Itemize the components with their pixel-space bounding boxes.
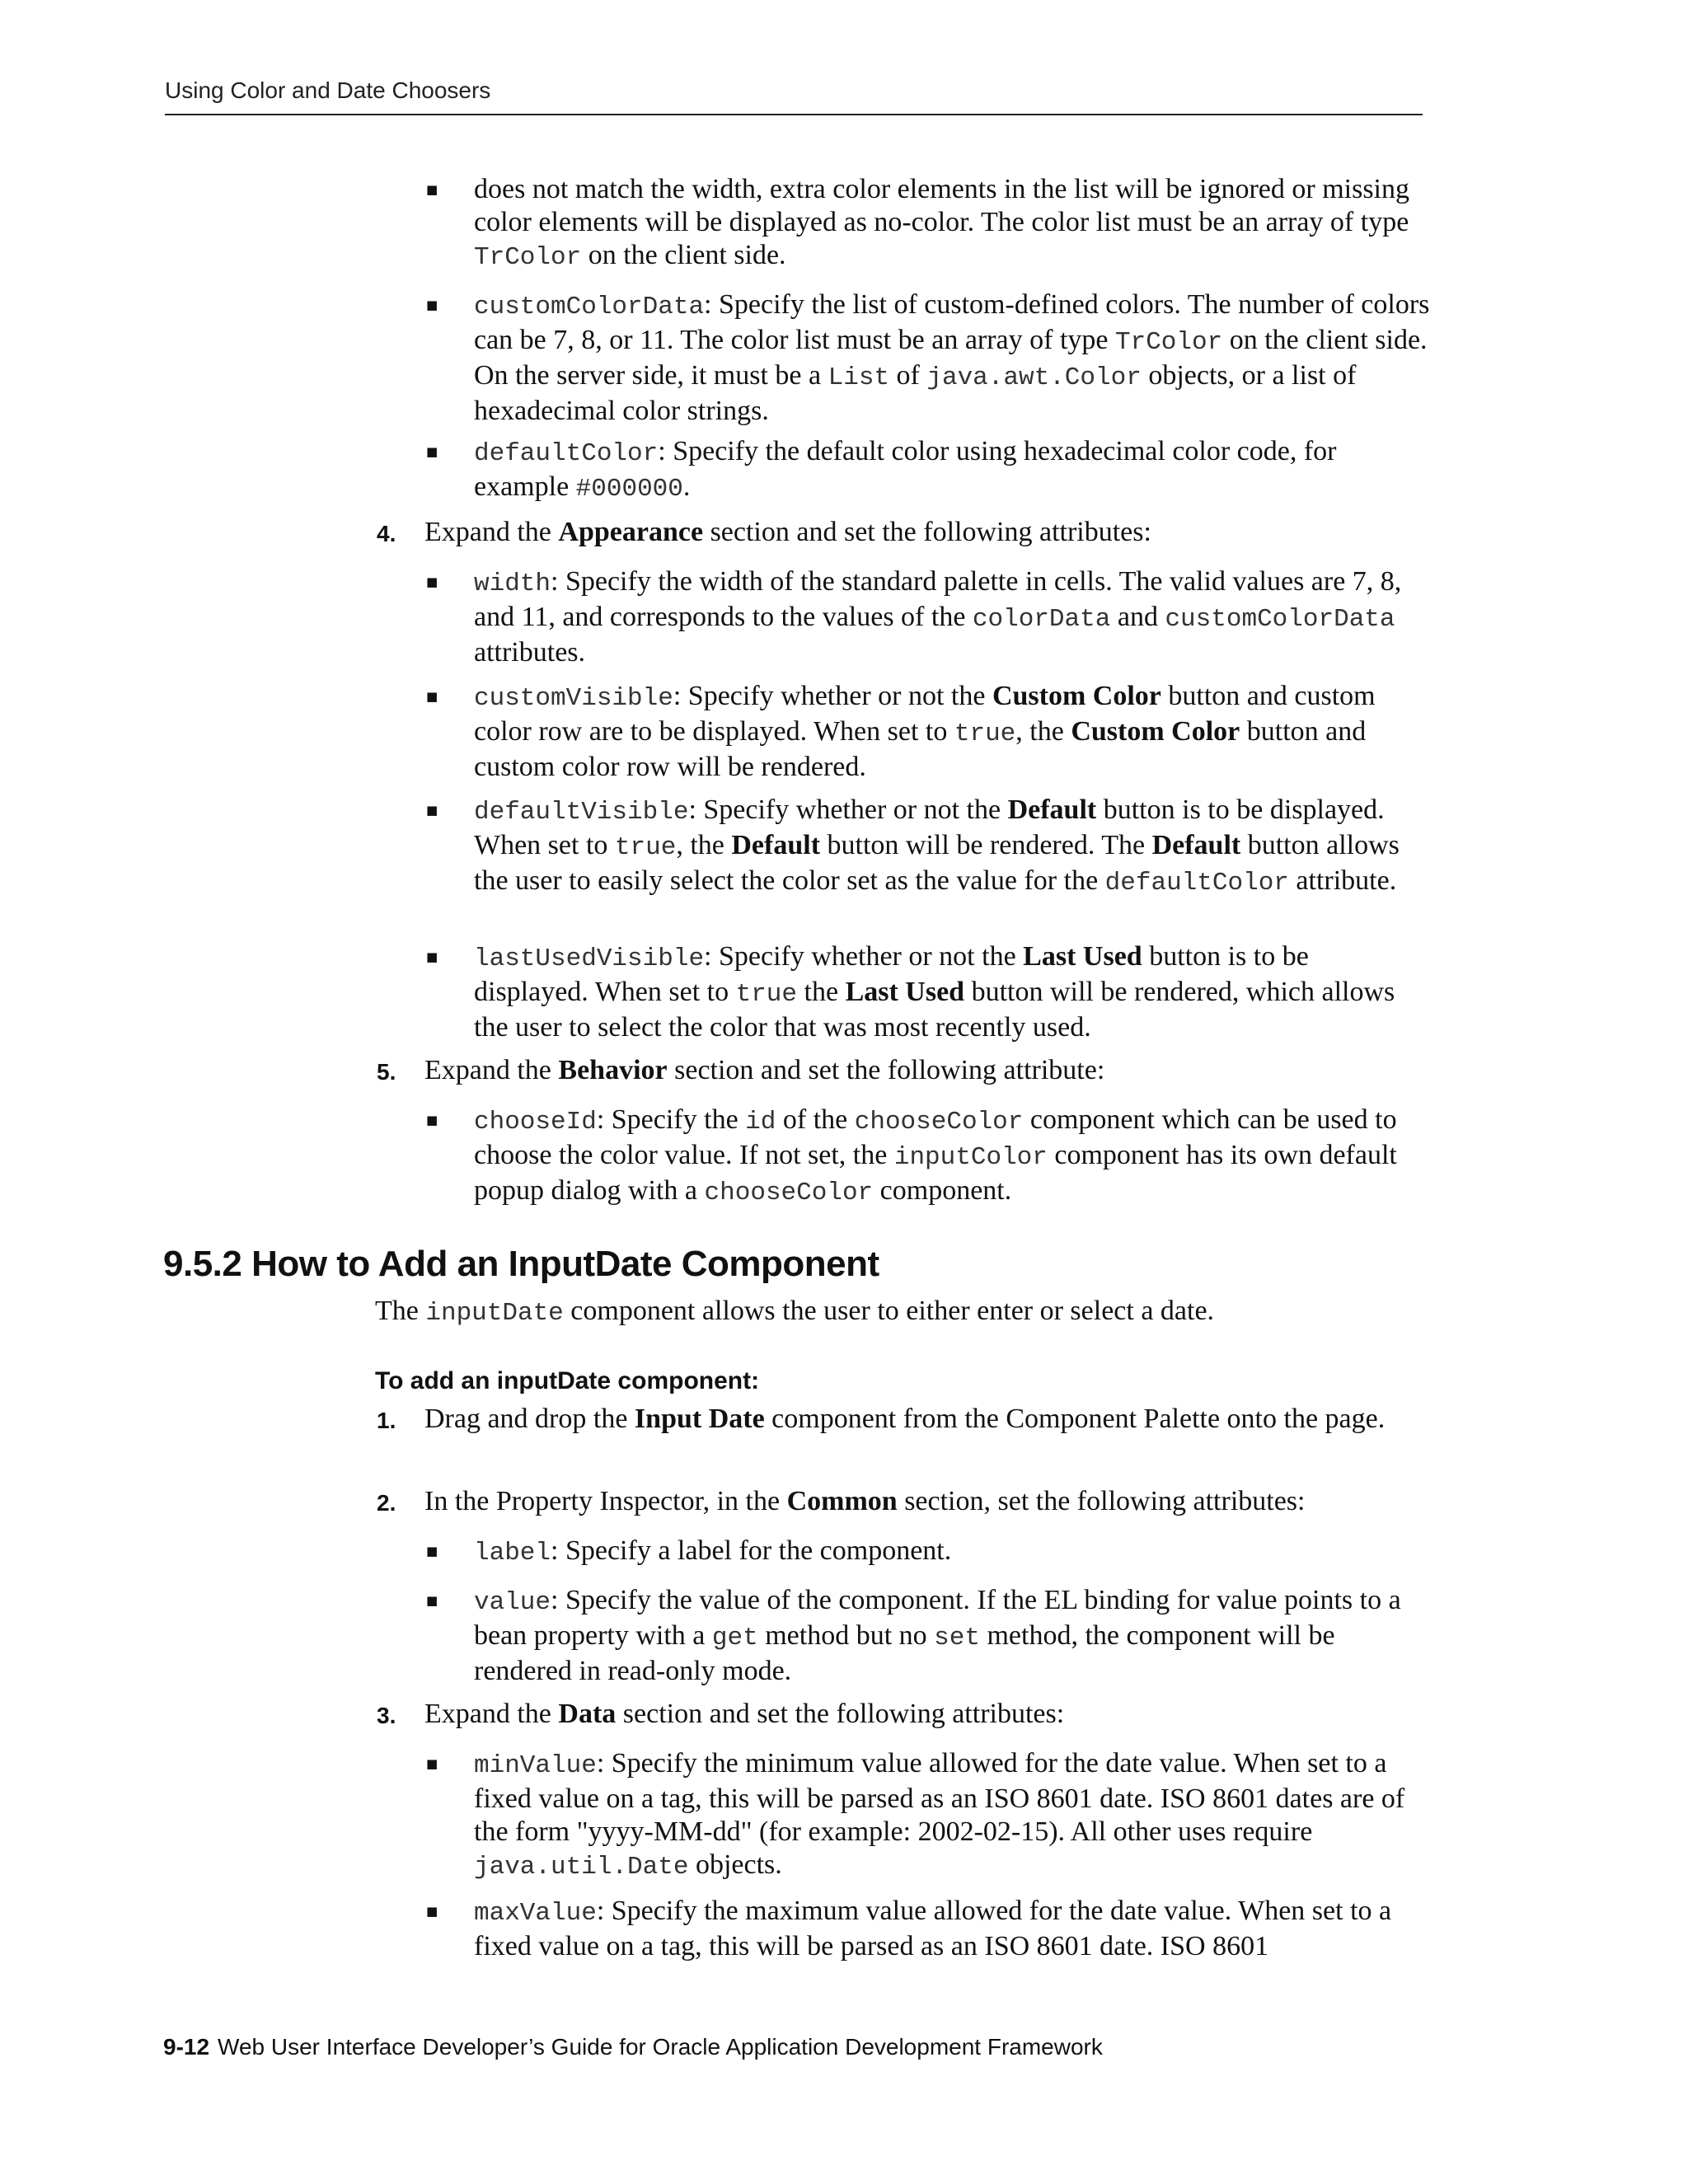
bullet-width: ■ width: Specify the width of the standard palette in cells. The valid values are 7, 8, and 11, and corresponds to the values of the colorData and customColorData attributes. [474,565,1430,669]
continued-paragraph: ■ does not match the width, extra color elements in the list will be ignored or missing color elements will be displayed as no-color. The color list must be an array of type TrColor on the client side. [474,173,1430,274]
book-title: Web User Interface Developer’s Guide for Oracle Application Development Framework [218,2034,1103,2060]
code-trcolor: TrColor [474,243,582,272]
attr-name: label [474,1539,551,1568]
header-divider [165,114,1423,115]
attr-name: minValue [474,1751,597,1780]
date-step-1: 1. Drag and drop the Input Date component from the Component Palette onto the page. [424,1403,1430,1436]
step-number: 5. [377,1059,396,1085]
attr-name: defaultColor [474,439,659,468]
bullet-choose-id: ■ chooseId: Specify the id of the chooseColor component which can be used to choose the color value. If not set, the inputColor component has its own default popup dialog with a chooseColor component. [474,1104,1430,1210]
attr-name: value [474,1588,551,1617]
bullet-default-color: ■ defaultColor: Specify the default color using hexadecimal color code, for example #000000. [474,435,1430,506]
page-footer [163,2034,1103,2060]
bullet-custom-color-data: ■ customColorData: Specify the list of custom-defined colors. The number of colors can be 7, 8, or 11. The color list must be an array of type TrColor on the client side. On the server side, it must be a List of java.awt.Color objects, or a list of hexadecimal color strings. [474,288,1430,428]
running-header-title: Using Color and Date Choosers [165,77,491,103]
section-intro: The inputDate component allows the user to either enter or select a date. [375,1296,1215,1328]
step-4: 4. Expand the Appearance section and set the following attributes: [424,516,1430,549]
attr-name: defaultVisible [474,798,689,827]
bullet-last-used-visible: ■ lastUsedVisible: Specify whether or not the Last Used button is to be displayed. When set to true the Last Used button will be rendered, which allows the user to select the color that was most recently used. [474,940,1430,1044]
date-step-3: 3. Expand the Data section and set the following attributes: [424,1698,1430,1731]
date-step-2: 2. In the Property Inspector, in the Common section, set the following attributes: [424,1485,1430,1518]
bullet-label: ■ label: Specify a label for the component. [474,1535,1430,1570]
step-number: 2. [377,1490,396,1516]
procedure-heading: To add an inputDate component: [375,1367,760,1394]
step-5: 5. Expand the Behavior section and set the following attribute: [424,1054,1430,1087]
step-number: 3. [377,1703,396,1728]
bullet-min-value: ■ minValue: Specify the minimum value allowed for the date value. When set to a fixed value on a tag, this will be parsed as an ISO 8601 date. ISO 8601 dates are of the form "yyyy-MM-dd" (for example: 2002-02-15). All other uses require java.util.Date objects. [474,1747,1430,1884]
step-number: 1. [377,1408,396,1433]
attr-name: maxValue [474,1899,597,1928]
attr-name: width [474,569,551,598]
attr-name: chooseId [474,1108,597,1137]
section-heading: 9.5.2 How to Add an InputDate Component [163,1244,879,1284]
page-number: 9-12 [163,2034,210,2060]
step-number: 4. [377,521,396,546]
attr-name: customColorData [474,293,705,321]
attr-name: lastUsedVisible [474,944,705,973]
bullet-custom-visible: ■ customVisible: Specify whether or not the Custom Color button and custom color row are to be displayed. When set to true, the Custom Color button and custom color row will be rendered. [474,680,1430,784]
bullet-max-value: ■ maxValue: Specify the maximum value allowed for the date value. When set to a fixed value on a tag, this will be parsed as an ISO 8601 date. ISO 8601 [474,1895,1430,1963]
attr-name: customVisible [474,684,673,713]
bullet-value: ■ value: Specify the value of the component. If the EL binding for value points to a bean property with a get method but no set method, the component will be rendered in read-only mode. [474,1584,1430,1688]
bullet-default-visible: ■ defaultVisible: Specify whether or not the Default button is to be displayed. When set to true, the Default button will be rendered. The Default button allows the user to easily select the color set as the value for the defaultColor attribute. [474,794,1430,900]
